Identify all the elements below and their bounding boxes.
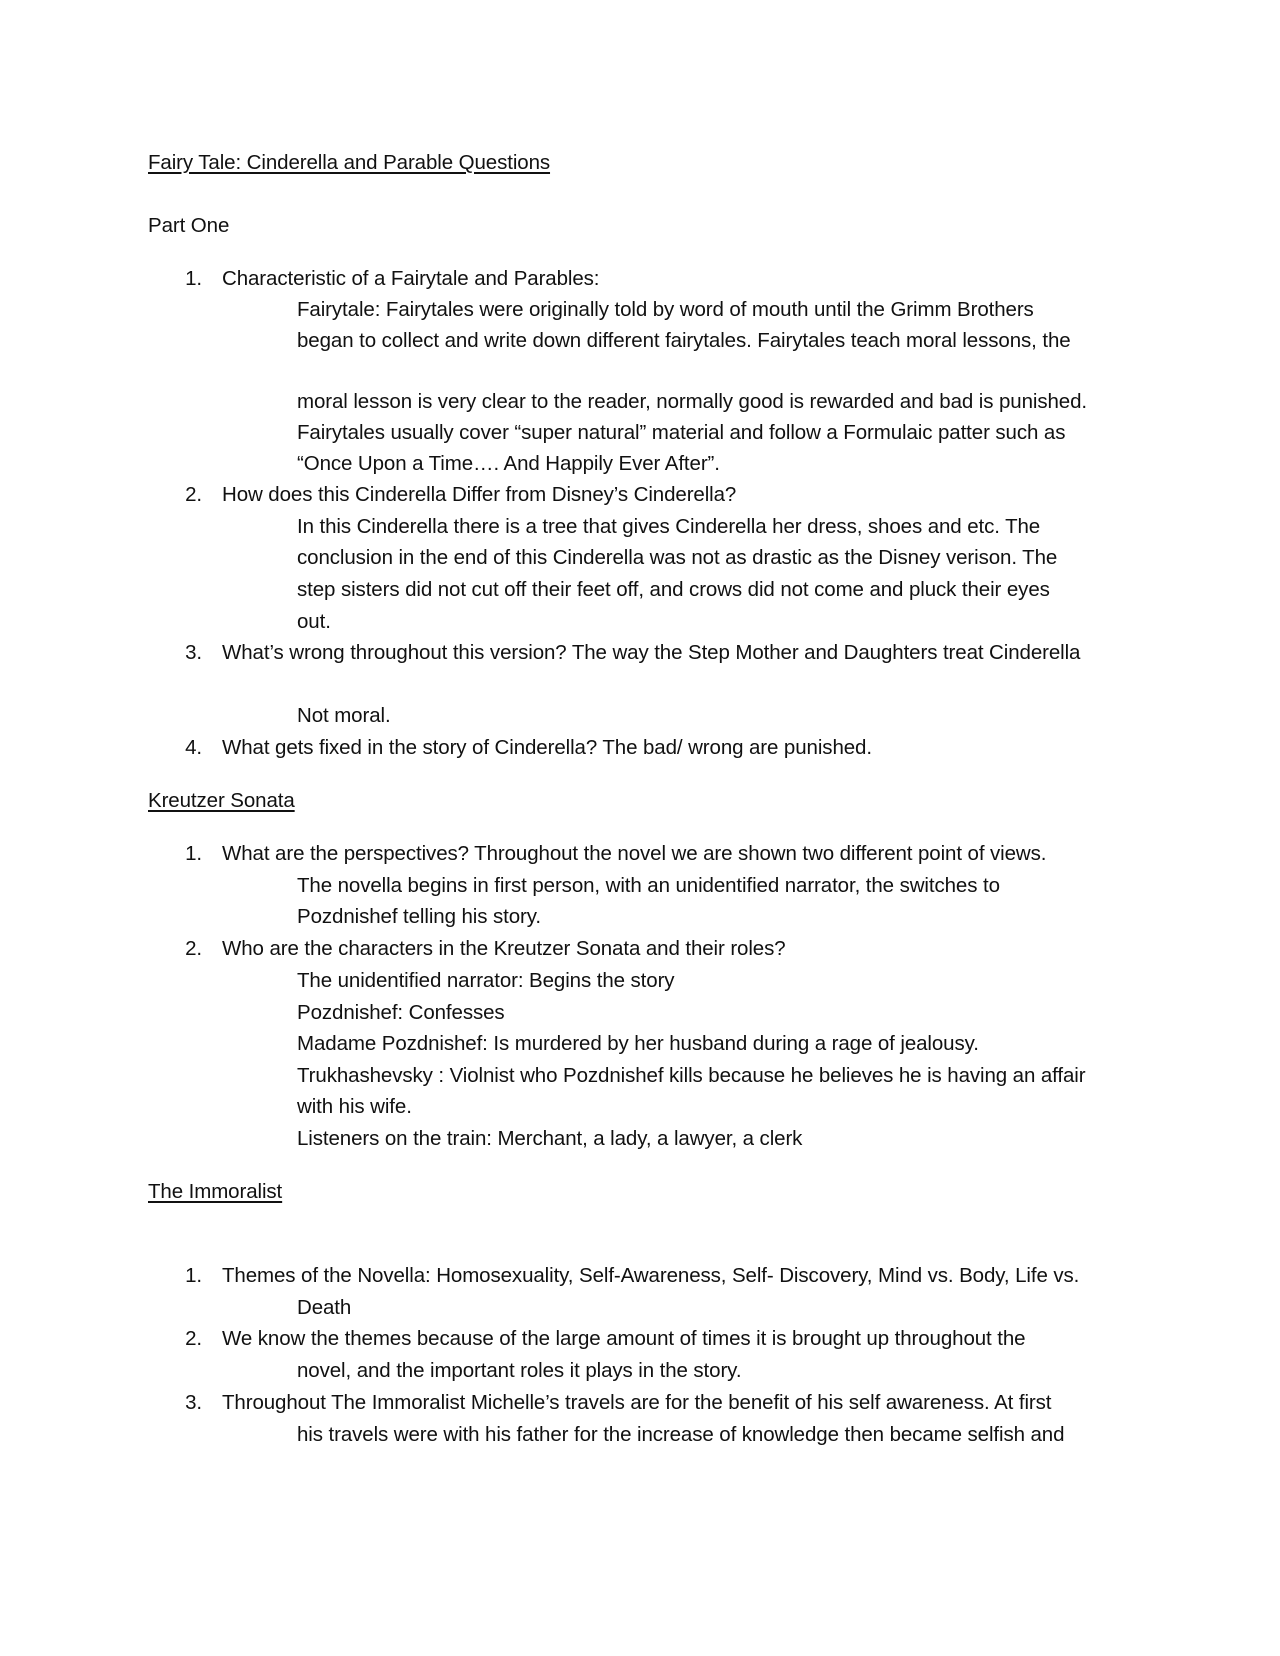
list-number: 3. <box>185 1391 202 1414</box>
section-heading-kreutzer-sonata: Kreutzer Sonata <box>148 789 295 812</box>
question-text: Who are the characters in the Kreutzer Sonata and their roles? <box>222 937 786 960</box>
list-number: 1. <box>185 267 202 290</box>
question-text: We know the themes because of the large amount of times it is brought up throughout the <box>222 1327 1026 1350</box>
answer-line: with his wife. <box>297 1095 412 1118</box>
answer-line: novel, and the important roles it plays in the story. <box>297 1359 742 1382</box>
answer-line: out. <box>297 610 331 633</box>
answer-line: Listeners on the train: Merchant, a lady, a lawyer, a clerk <box>297 1127 803 1150</box>
answer-line: The unidentified narrator: Begins the story <box>297 969 675 992</box>
answer-line: began to collect and write down different fairytales. Fairytales teach moral lessons, the <box>297 329 1071 352</box>
answer-line: his travels were with his father for the increase of knowledge then became selfish and <box>297 1423 1065 1446</box>
list-number: 2. <box>185 1327 202 1350</box>
question-text: Throughout The Immoralist Michelle’s travels are for the benefit of his self awareness. At first <box>222 1391 1052 1414</box>
list-number: 2. <box>185 937 202 960</box>
answer-line: moral lesson is very clear to the reader, normally good is rewarded and bad is punished. <box>297 390 1087 413</box>
section-heading-the-immoralist: The Immoralist <box>148 1180 283 1203</box>
question-text: What gets fixed in the story of Cinderella? The bad/ wrong are punished. <box>222 736 872 759</box>
question-text: Characteristic of a Fairytale and Parables: <box>222 267 600 290</box>
list-number: 4. <box>185 736 202 759</box>
answer-line: Death <box>297 1296 352 1319</box>
answer-line: Pozdnishef: Confesses <box>297 1001 505 1024</box>
answer-line: Fairytales usually cover “super natural” material and follow a Formulaic patter such as <box>297 421 1066 444</box>
answer-line: conclusion in the end of this Cinderella was not as drastic as the Disney verison. The <box>297 546 1058 569</box>
list-number: 3. <box>185 641 202 664</box>
answer-line: Fairytale: Fairytales were originally told by word of mouth until the Grimm Brothers <box>297 298 1034 321</box>
list-number: 1. <box>185 842 202 865</box>
question-text: What are the perspectives? Throughout the novel we are shown two different point of views. <box>222 842 1047 865</box>
answer-line: Madame Pozdnishef: Is murdered by her husband during a rage of jealousy. <box>297 1032 979 1055</box>
question-text: How does this Cinderella Differ from Disney’s Cinderella? <box>222 483 737 506</box>
answer-line: step sisters did not cut off their feet off, and crows did not come and pluck their eyes <box>297 578 1050 601</box>
list-number: 2. <box>185 483 202 506</box>
question-text: Themes of the Novella: Homosexuality, Self-Awareness, Self- Discovery, Mind vs. Body, Life vs. <box>222 1264 1080 1287</box>
document-title: Fairy Tale: Cinderella and Parable Questions <box>148 151 551 174</box>
list-number: 1. <box>185 1264 202 1287</box>
answer-line: In this Cinderella there is a tree that gives Cinderella her dress, shoes and etc. The <box>297 515 1041 538</box>
question-text: What’s wrong throughout this version? The way the Step Mother and Daughters treat Cinderella <box>222 641 1081 664</box>
section-heading-part-one: Part One <box>148 214 230 237</box>
answer-line: Pozdnishef telling his story. <box>297 905 541 928</box>
answer-line: “Once Upon a Time…. And Happily Ever After”. <box>297 452 720 475</box>
answer-line: Not moral. <box>297 704 391 727</box>
answer-line: Trukhashevsky : Violnist who Pozdnishef kills because he believes he is having an affair <box>297 1064 1086 1087</box>
answer-line: The novella begins in first person, with an unidentified narrator, the switches to <box>297 874 1000 897</box>
